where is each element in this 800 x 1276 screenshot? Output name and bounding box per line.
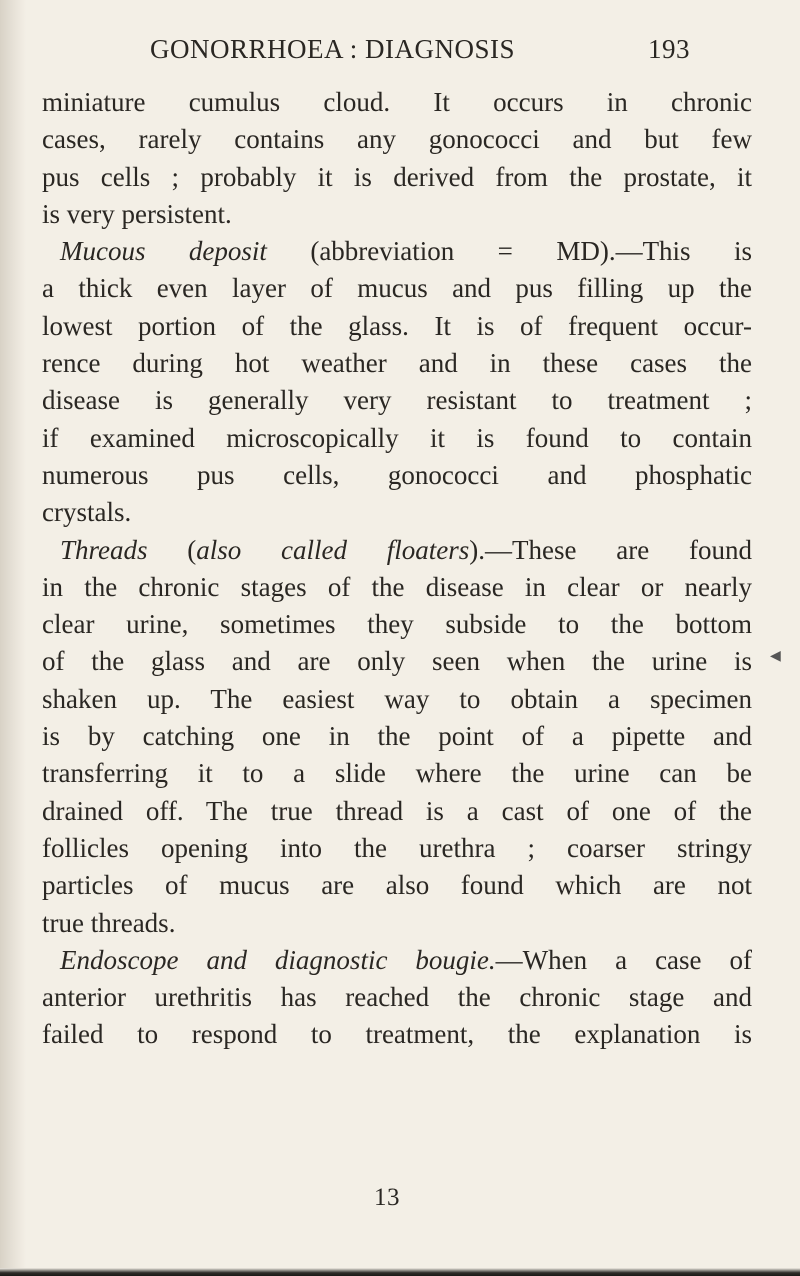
text-run: crystals. (42, 497, 132, 528)
italic-run: also called floaters (196, 534, 470, 565)
text-run: cases, rarely contains any gonococci and but few (42, 124, 752, 155)
text-run: —When a case of (495, 944, 753, 975)
text-line (42, 345, 752, 382)
margin-mark-icon: ◀ (770, 649, 781, 664)
italic-run: Threads (60, 534, 148, 565)
text-run: ( (147, 534, 197, 565)
text-line (42, 382, 752, 419)
text-line (42, 830, 752, 867)
text-run: in the chronic stages of the disease in clear or nearly (42, 571, 752, 602)
page-bottom-edge (0, 1268, 800, 1276)
text-run: clear urine, sometimes they subside to the bottom (42, 609, 752, 640)
text-run: anterior urethritis has reached the chronic stage and (42, 982, 752, 1013)
text-line (42, 643, 752, 680)
text-run: if examined microscopically it is found to contain (42, 422, 752, 453)
text-run: a thick even layer of mucus and pus filling up the (42, 273, 752, 304)
text-run: lowest portion of the glass. It is of frequent occur- (42, 310, 752, 341)
text-run: failed to respond to treatment, the explanation is (42, 1019, 752, 1050)
text-run: (abbreviation = MD).—This is (266, 236, 752, 267)
text-line (42, 457, 752, 494)
text-run: pus cells ; probably it is derived from the prostate, it (42, 161, 752, 192)
text-line (42, 84, 752, 121)
body-text (42, 84, 752, 1054)
text-run: is by catching one in the point of a pipette and (42, 721, 752, 752)
text-run: true threads. (42, 907, 176, 938)
text-run: miniature cumulus cloud. It occurs in chronic (42, 87, 752, 117)
running-title: GONORRHOEA : DIAGNOSIS (150, 34, 516, 64)
text-run: rence during hot weather and in these cases the (42, 348, 752, 379)
text-line (42, 270, 752, 307)
text-line (42, 793, 752, 830)
text-run: numerous pus cells, gonococci and phosphatic (42, 459, 752, 490)
text-line (42, 532, 752, 569)
text-line (42, 1016, 752, 1053)
text-run: shaken up. The easiest way to obtain a specimen (42, 683, 752, 714)
text-line (42, 159, 752, 196)
text-run: particles of mucus are also found which are not (42, 870, 752, 901)
text-line (42, 867, 752, 904)
text-line (42, 681, 752, 718)
text-line (42, 755, 752, 792)
text-line (42, 494, 752, 531)
text-line (42, 979, 752, 1016)
page-gutter-shadow (0, 0, 26, 1276)
signature-mark: 13 (374, 1184, 400, 1211)
text-line (42, 233, 752, 270)
text-line (42, 196, 752, 233)
text-line (42, 569, 752, 606)
text-line (42, 606, 752, 643)
text-line (42, 718, 752, 755)
text-run: ).—These are found (469, 534, 752, 565)
text-line (42, 121, 752, 158)
text-run: of the glass and are only seen when the urine is (42, 646, 752, 677)
text-run: disease is generally very resistant to treatment ; (42, 385, 752, 416)
text-run: transferring it to a slide where the urine can be (42, 758, 752, 789)
page-number: 193 (648, 34, 690, 64)
text-line (42, 942, 752, 979)
text-line (42, 308, 752, 345)
italic-run: Mucous deposit (60, 236, 267, 267)
text-run: is very persistent. (42, 198, 232, 229)
text-run: follicles opening into the urethra ; coarser stringy (42, 832, 752, 863)
text-line (42, 905, 752, 942)
italic-run: Endoscope and diagnostic bougie. (60, 944, 496, 975)
text-line (42, 420, 752, 457)
text-run: drained off. The true thread is a cast of one of the (42, 795, 752, 826)
